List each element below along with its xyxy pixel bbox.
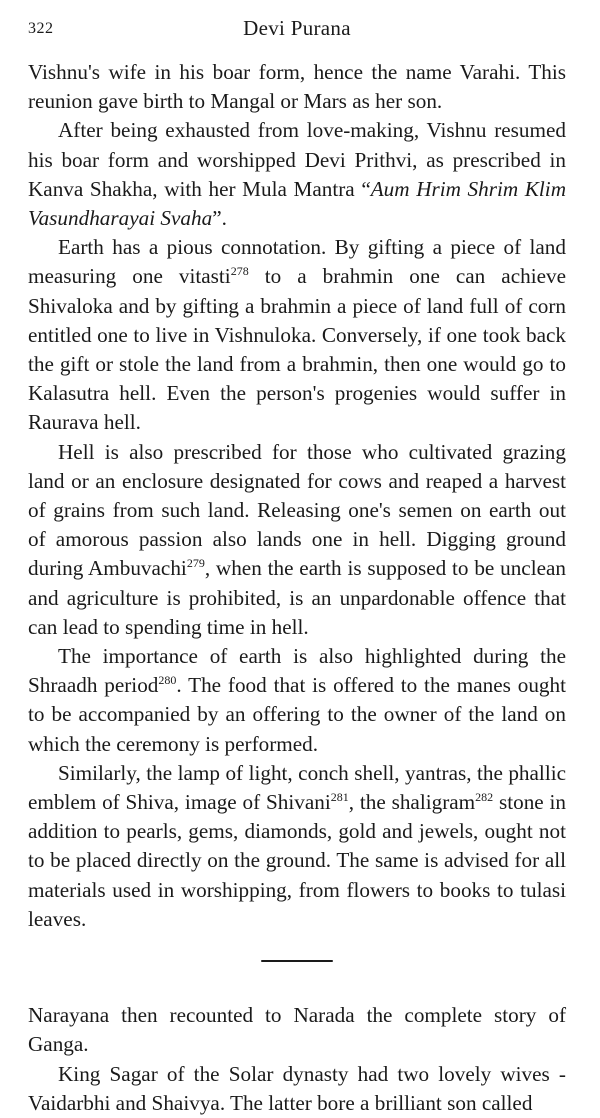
footnote-ref-281: 281 [330, 790, 349, 805]
paragraph-3-text-b: to a brahmin one can achieve Shivaloka and by gifting a brahmin a piece of land full of corn entitled one to live in Vishnuloka. Conversely, if one took back the gift or stole the land from a brahmin, then one would go to Kalasutra hell. Even the person's progenies would suffer in Raurava hell. [28, 264, 566, 435]
section-divider [261, 960, 333, 962]
paragraph-4 [28, 438, 566, 642]
page-number: 322 [28, 20, 54, 37]
paragraph-5 [28, 642, 566, 759]
paragraph-5-text-a: The importance of earth is also highlighted during the Shraadh period [28, 644, 566, 698]
mula-mantra: Aum Hrim Shrim Klim Vasundharayai Svaha [28, 176, 566, 231]
paragraph-6-text-a: Similarly, the lamp of light, conch shell, yantras, the phallic emblem of Shiva, image of Shivani [28, 760, 566, 815]
paragraph-6-text-b: , the shaligram [348, 790, 476, 815]
paragraph-2 [28, 116, 566, 233]
paragraph-8: King Sagar of the Solar dynasty had two lovely wives - Vaidarbhi and Shaivya. The latter bore a brilliant son called [28, 1061, 566, 1115]
paragraph-7: Narayana then recounted to Narada the complete story of Ganga. [28, 1003, 566, 1057]
body-text [28, 58, 566, 1118]
paragraph-6-text-c: stone in addition to pearls, gems, diamonds, gold and jewels, ought not to be placed directly on the ground. The same is advised for all materials used in worshipping, from flowers to books to tulasi leaves. [28, 790, 566, 931]
paragraph-3 [28, 233, 566, 437]
footnote-ref-278: 278 [230, 264, 249, 279]
paragraph-1: Vishnu's wife in his boar form, hence the name Varahi. This reunion gave birth to Mangal or Mars as her son. [28, 60, 566, 114]
paragraph-3-text-a: Earth has a pious connotation. By gifting a piece of land measuring one vitasti [28, 235, 566, 289]
running-head-title: Devi Purana [243, 16, 351, 40]
book-page [28, 14, 566, 1118]
paragraph-2-text: After being exhausted from love-making, Vishnu resumed his boar form and worshipped Devi Prithvi, as prescribed in Kanva Shakha, with her Mula Mantra “ [28, 118, 566, 201]
footnote-ref-282: 282 [475, 790, 494, 805]
footnote-ref-279: 279 [186, 556, 205, 571]
page-header [28, 14, 566, 48]
paragraph-6 [28, 759, 566, 934]
paragraph-2-close: ”. [212, 206, 227, 231]
paragraph-4-text-b: , when the earth is supposed to be unclean and agriculture is prohibited, is an unpardonable offence that can lead to spending time in hell. [28, 556, 567, 639]
paragraph-4-text-a: Hell is also prescribed for those who cultivated grazing land or an enclosure designated for cows and reaped a harvest of grains from such land. Releasing one's semen on earth out of amorous passion also lands one in hell. Digging ground during Ambuvachi [28, 439, 566, 581]
paragraph-5-text-b: . The food that is offered to the manes ought to be accompanied by an offering to the owner of the land on which the ceremony is performed. [28, 673, 566, 756]
footnote-ref-280: 280 [158, 673, 177, 688]
